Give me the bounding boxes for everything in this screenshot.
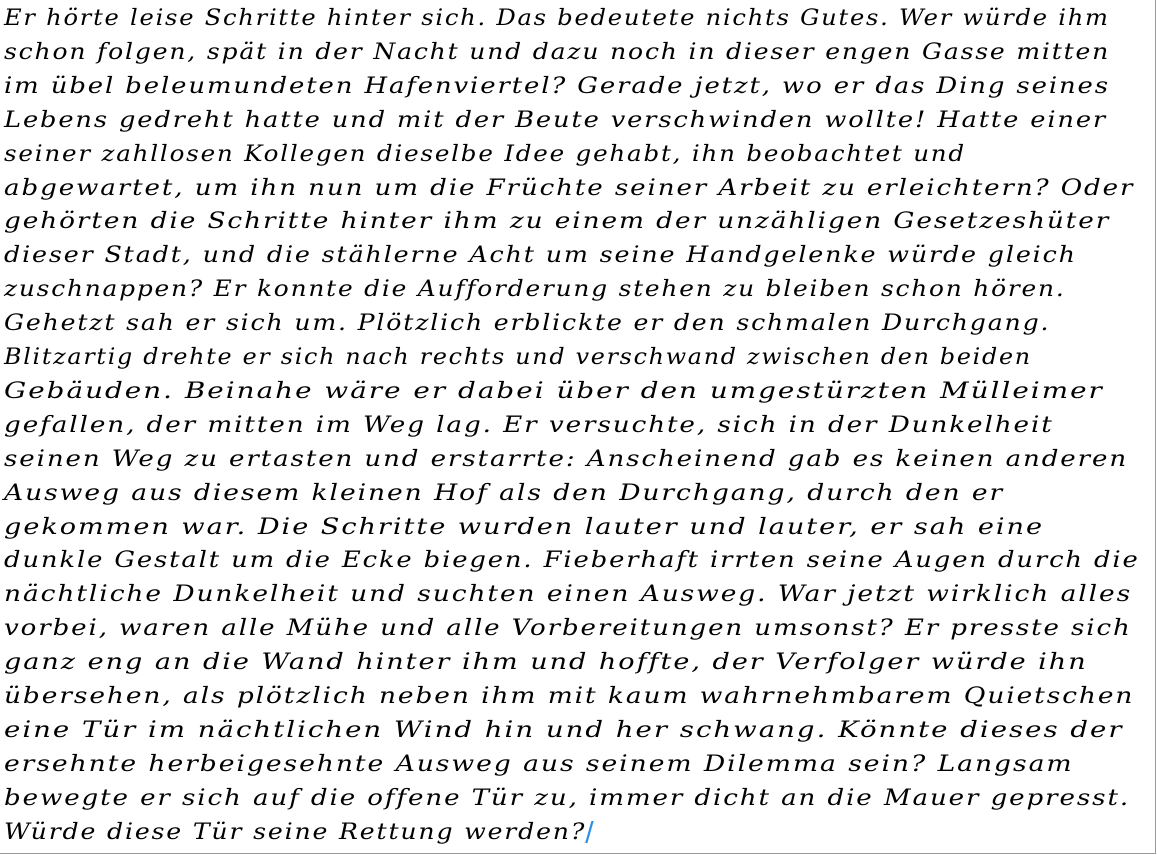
text-line: zuschnappen? Er konnte die Aufforderung stehen zu bleiben schon hören. xyxy=(4,277,1066,303)
text-line: schon folgen, spät in der Nacht und dazu noch in dieser engen Gasse mitten xyxy=(4,39,1111,65)
text-line: Gehetzt sah er sich um. Plötzlich erblickte er den schmalen Durchgang. xyxy=(4,311,1051,337)
text-line: Ausweg aus diesem kleinen Hof als den Durchgang, durch den er xyxy=(4,480,1005,506)
text-line: ersehnte herbeigesehnte Ausweg aus seinem Dilemma sein? Langsam xyxy=(4,751,1074,777)
text-line: Blitzartig drehte er sich nach rechts und verschwand zwischen den beiden xyxy=(4,345,1032,370)
text-line: dieser Stadt, und die stählerne Acht um seine Handgelenke würde gleich xyxy=(4,243,1077,269)
text-line: seiner zahllosen Kollegen dieselbe Idee gehabt, ihn beobachtet und xyxy=(4,141,966,167)
text-line: Er hörte leise Schritte hinter sich. Das bedeutete nichts Gutes. Wer würde ihm xyxy=(4,6,1110,31)
text-line: seinen Weg zu ertasten und erstarrte: Anscheinend gab es keinen anderen xyxy=(4,446,1129,472)
text-line: nächtliche Dunkelheit und suchten einen Ausweg. War jetzt wirklich alles xyxy=(4,582,1133,608)
text-line: gefallen, der mitten im Weg lag. Er versuchte, sich in der Dunkelheit xyxy=(4,412,1054,438)
text-line: vorbei, waren alle Mühe und alle Vorbereitungen umsonst? Er presste sich xyxy=(4,616,1132,642)
text-line: dunkle Gestalt um die Ecke biegen. Fieberhaft irrten seine Augen durch die xyxy=(4,548,1140,574)
text-line: gehörten die Schritte hinter ihm zu einem der unzähligen Gesetzeshüter xyxy=(4,209,1111,235)
text-line: eine Tür im nächtlichen Wind hin und her schwang. Könnte dieses der xyxy=(4,717,1124,743)
text-line: ganz eng an die Wand hinter ihm und hoffte, der Verfolger würde ihn xyxy=(4,650,1088,676)
text-line: übersehen, als plötzlich neben ihm mit kaum wahrnehmbarem Quietschen xyxy=(4,684,1135,709)
text-line: Lebens gedreht hatte und mit der Beute verschwinden wollte! Hatte einer xyxy=(4,107,1108,133)
text-line: gekommen war. Die Schritte wurden lauter und lauter, er sah eine xyxy=(4,514,1044,540)
text-line: Gebäuden. Beinahe wäre er dabei über den umgestürzten Mülleimer xyxy=(4,378,1104,404)
text-line: im übel beleumundeten Hafenviertel? Gerade jetzt, wo er das Ding seines xyxy=(4,73,1110,99)
text-cursor xyxy=(585,821,594,843)
text-line: bewegte er sich auf die offene Tür zu, immer dicht an die Mauer gepresst. xyxy=(4,785,1131,811)
text-line: abgewartet, um ihn nun um die Früchte seiner Arbeit zu erleichtern? Oder xyxy=(4,175,1135,201)
text-line: Würde diese Tür seine Rettung werden? xyxy=(4,816,591,850)
handwritten-text-body[interactable] xyxy=(4,2,1152,852)
